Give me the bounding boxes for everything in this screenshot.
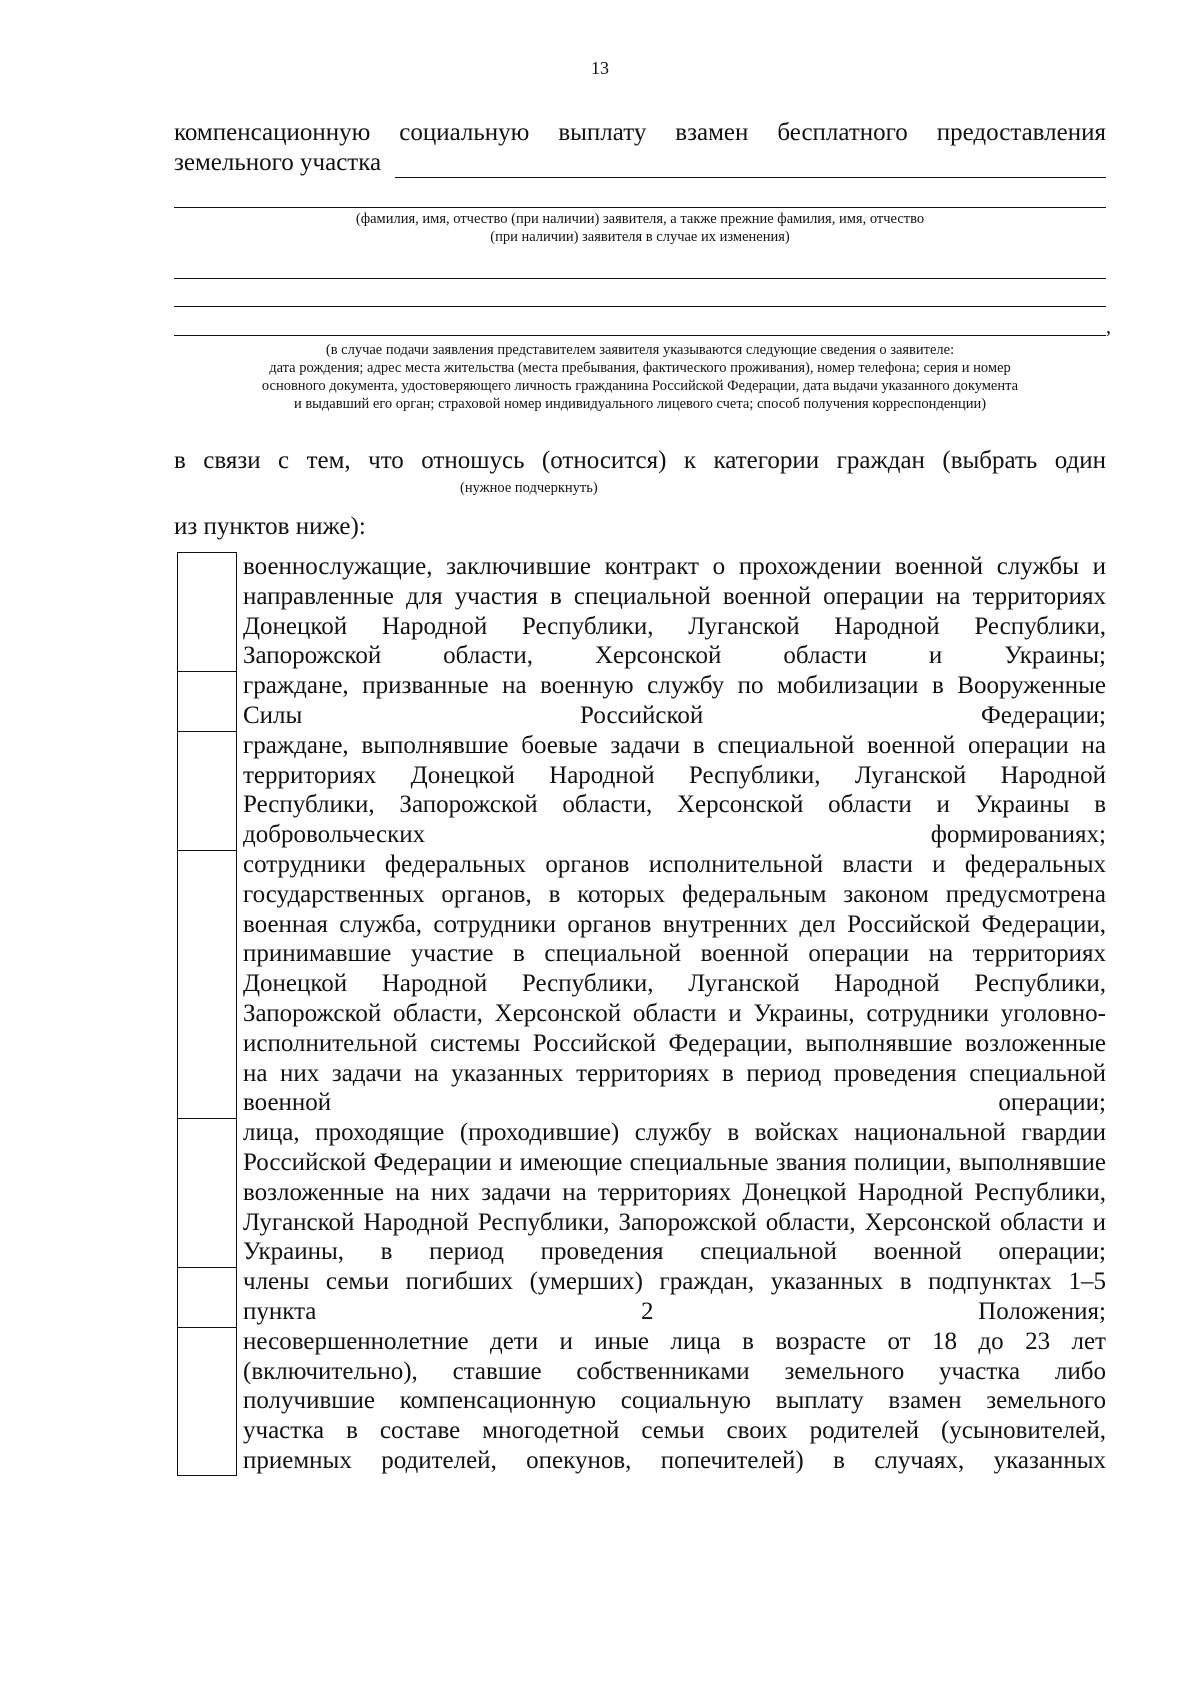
- underline-hint: (нужное подчеркнуть): [460, 480, 598, 496]
- option-checkbox[interactable]: [177, 1327, 237, 1476]
- intro-line-1: компенсационную социальную выплату взамен бесплатного предоставления: [174, 119, 1106, 146]
- option-row: [177, 731, 1106, 850]
- blank-line: [174, 306, 1106, 307]
- applicant-name-caption: [174, 210, 1106, 246]
- option-checkbox[interactable]: [177, 671, 237, 731]
- land-plot-fill-line: [395, 153, 1106, 178]
- option-text: лица, проходящие (проходившие) службу в войсках национальной гвардии Российской Федерации и имеющие специальные звания полиции, выполнявшие возложенные на них задачи на территориях Донецкой Народной Республики, Луганской Народной Республики, Запорожской области, Херсонской области и Украины, в период проведения специальной военной операции;: [243, 1119, 1107, 1266]
- option-checkbox[interactable]: [177, 850, 237, 1118]
- page-number: 13: [591, 58, 609, 78]
- blank-line: [174, 278, 1106, 279]
- intro-line-2-text: земельного участка: [174, 149, 382, 176]
- option-row: [177, 671, 1106, 731]
- option-text: сотрудники федеральных органов исполнительной власти и федеральных государственных органов, в которых федеральным законом предусмотрена военная служба, сотрудники органов внутренних дел Российской Федерации, принимавшие участие в специальной военной операции на территориях Донецкой Народной Республики, Луганской Народной Республики, Запорожской области, Херсонской области и Украины, сотрудники уголовно-исполнительной системы Российской Федерации, выполнявшие возложенные на них задачи на указанных территориях в период проведения специальной военной операции;: [243, 850, 1107, 1117]
- option-row: [177, 1327, 1106, 1476]
- option-checkbox[interactable]: [177, 1118, 237, 1267]
- trailing-comma: ,: [1106, 316, 1111, 338]
- option-checkbox[interactable]: [177, 1267, 237, 1327]
- option-checkbox[interactable]: [177, 731, 237, 850]
- caption-line: и выдавший его орган; страховой номер индивидуального лицевого счета; способ получения корреспонденции): [293, 396, 987, 412]
- statement-line-1: в связи с тем, что отношусь (относится) к категории граждан (выбрать один: [174, 447, 1106, 474]
- statement-line-2: из пунктов ниже):: [174, 513, 366, 540]
- representative-info-caption: [174, 341, 1106, 413]
- option-row: [177, 850, 1106, 1118]
- option-checkbox[interactable]: [177, 552, 237, 671]
- caption-line: (фамилия, имя, отчество (при наличии) заявителя, а также прежние фамилия, имя, отчество: [355, 211, 925, 227]
- category-options: [177, 552, 1106, 1476]
- option-row: [177, 1118, 1106, 1267]
- option-text: граждане, выполнявшие боевые задачи в специальной военной операции на территориях Донецкой Народной Республики, Луганской Народной Республики, Запорожской области, Херсонской области и Украины в добровольческих формированиях;: [243, 731, 1107, 849]
- blank-line: [174, 335, 1106, 336]
- intro-line-2: [174, 148, 1106, 178]
- option-text: несовершеннолетние дети и иные лица в возрасте от 18 до 23 лет (включительно), ставшие собственниками земельного участка либо получившие компенсационную социальную выплату взамен земельного участка в составе многодетной семьи своих родителей (усыновителей, приемных родителей, опекунов, попечителей) в случаях, указанных: [243, 1327, 1106, 1474]
- option-row: [177, 552, 1106, 671]
- option-row: [177, 1267, 1106, 1327]
- option-text: военнослужащие, заключившие контракт о прохождении военной службы и направленные для участия в специальной военной операции на территориях Донецкой Народной Республики, Луганской Народной Республики, Запорожской области, Херсонской области и Украины;: [243, 553, 1107, 670]
- caption-line: (при наличии) заявителя в случае их изменения): [490, 229, 790, 245]
- caption-line: дата рождения; адрес места жительства (места пребывания, фактического проживания), номер телефона; серия и номер: [269, 360, 1011, 376]
- option-text: граждане, призванные на военную службу по мобилизации в Вооруженные Силы Российской Федерации;: [243, 672, 1106, 729]
- option-text: члены семьи погибших (умерших) граждан, указанных в подпунктах 1–5 пункта 2 Положения;: [243, 1268, 1106, 1325]
- caption-line: основного документа, удостоверяющего личность гражданина Российской Федерации, дата выдачи указанного документа: [261, 378, 1019, 394]
- caption-line: (в случае подачи заявления представителем заявителя указываются следующие сведения о заявителе:: [325, 342, 955, 358]
- applicant-name-line: [174, 207, 1106, 208]
